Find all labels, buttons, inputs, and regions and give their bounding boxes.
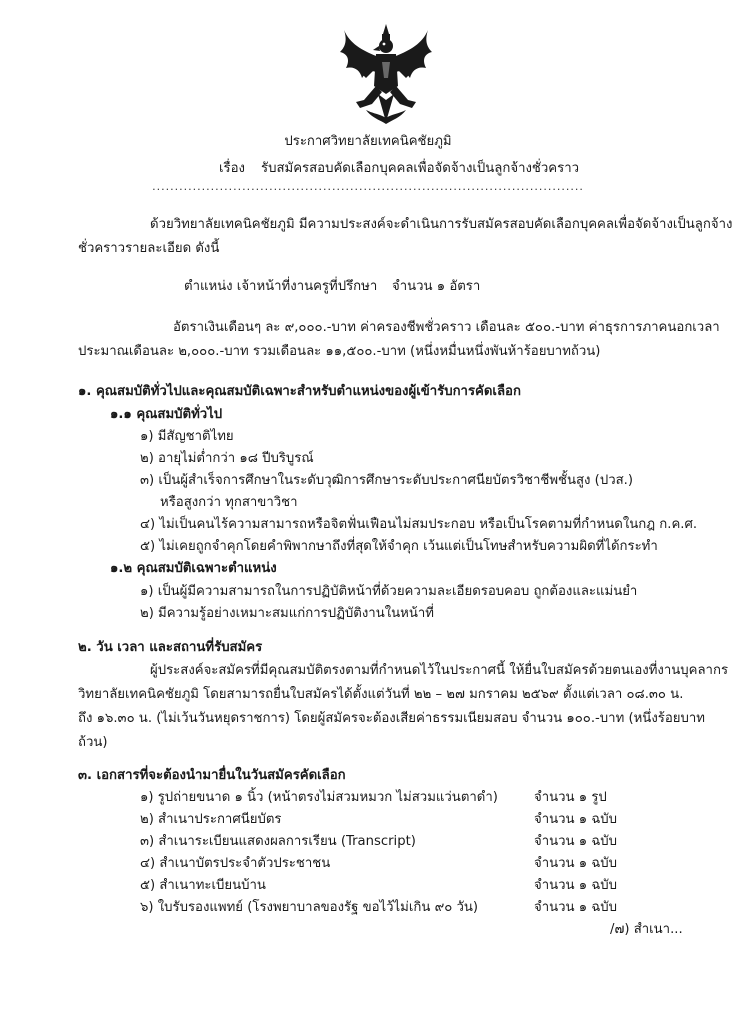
document-item-qty: จำนวน ๑ รูป: [534, 790, 607, 805]
document-item-label: ๑) รูปถ่ายขนาด ๑ นิ้ว (หน้าตรงไม่สวมหมวก ไม่สวมแว่นตาดำ): [140, 790, 498, 805]
salary-line-1: อัตราเงินเดือนๆ ละ ๙,๐๐๐.-บาท ค่าครองชีพชั่วคราว เดือนละ ๕๐๐.-บาท ค่าธุรการภาคนอกเวลา: [173, 320, 720, 335]
intro-line-2: ชั่วคราวรายละเอียด ดังนี้: [78, 241, 220, 256]
garuda-emblem-icon: [336, 22, 436, 126]
document-item-label: ๕) สำเนาทะเบียนบ้าน: [140, 878, 266, 893]
intro-line-1: ด้วยวิทยาลัยเทคนิคชัยภูมิ มีความประสงค์จะดำเนินการรับสมัครสอบคัดเลือกบุคคลเพื่อจัดจ้างเป็นลูกจ้าง: [150, 217, 733, 232]
application-line-4: ถ้วน): [78, 735, 108, 750]
salary-line-2: ประมาณเดือนละ ๒,๐๐๐.-บาท รวมเดือนละ ๑๑,๕๐๐.-บาท (หนึ่งหมื่นหนึ่งพันห้าร้อยบาทถ้วน): [78, 344, 601, 359]
specific-qualification-item: ๒) มีความรู้อย่างเหมาะสมแก่การปฏิบัติงานในหน้าที่: [140, 606, 434, 621]
document-item-label: ๓) สำเนาระเบียนแสดงผลการเรียน (Transcript): [140, 834, 416, 849]
qualification-item: ๔) ไม่เป็นคนไร้ความสามารถหรือจิตฟั่นเฟือนไม่สมประกอบ หรือเป็นโรคตามที่กำหนดในกฎ ก.ค.ศ.: [140, 517, 698, 532]
document-item-qty: จำนวน ๑ ฉบับ: [534, 878, 618, 893]
position-count: จำนวน ๑ อัตรา: [392, 279, 481, 294]
announcement-title: ประกาศวิทยาลัยเทคนิคชัยภูมิ: [284, 134, 452, 149]
application-line-2: วิทยาลัยเทคนิคชัยภูมิ โดยสามารถยื่นใบสมัครได้ตั้งแต่วันที่ ๒๒ – ๒๗ มกราคม ๒๕๖๙ ตั้งแต่เวลา ๐๘.๓๐ น.: [78, 687, 684, 702]
document-item-label: ๒) สำเนาประกาศนียบัตร: [140, 812, 282, 827]
section-1-2-title: ๑.๒ คุณสมบัติเฉพาะตำแหน่ง: [110, 561, 277, 576]
qualification-item: ๑) มีสัญชาติไทย: [140, 429, 234, 444]
document-item-qty: จำนวน ๑ ฉบับ: [534, 856, 618, 871]
specific-qualification-item: ๑) เป็นผู้มีความสามารถในการปฏิบัติหน้าที่ด้วยความละเอียดรอบคอบ ถูกต้องและแม่นยำ: [140, 584, 638, 599]
application-line-1: ผู้ประสงค์จะสมัครที่มีคุณสมบัติตรงตามที่กำหนดไว้ในประกาศนี้ ให้ยื่นใบสมัครด้วยตนเองที่งานบุคลากร: [150, 663, 729, 678]
section-2-title: ๒. วัน เวลา และสถานที่รับสมัคร: [78, 640, 263, 655]
position-name: ตำแหน่ง เจ้าหน้าที่งานครูที่ปรึกษา: [184, 279, 378, 294]
section-1-1-title: ๑.๑ คุณสมบัติทั่วไป: [110, 407, 223, 422]
section-3-title: ๓. เอกสารที่จะต้องนำมายื่นในวันสมัครคัดเลือก: [78, 768, 346, 783]
section-1-title: ๑. คุณสมบัติทั่วไปและคุณสมบัติเฉพาะสำหรับตำแหน่งของผู้เข้ารับการคัดเลือก: [78, 384, 521, 399]
qualification-item: ๕) ไม่เคยถูกจำคุกโดยคำพิพากษาถึงที่สุดให้จำคุก เว้นแต่เป็นโทษสำหรับความผิดที่ได้กระทำ: [140, 539, 658, 554]
document-item-label: ๖) ใบรับรองแพทย์ (โรงพยาบาลของรัฐ ขอไว้ไม่เกิน ๙๐ วัน): [140, 900, 479, 915]
document-item-label: ๔) สำเนาบัตรประจำตัวประชาชน: [140, 856, 331, 871]
document-item-qty: จำนวน ๑ ฉบับ: [534, 834, 618, 849]
qualification-item-continuation: หรือสูงกว่า ทุกสาขาวิชา: [160, 495, 298, 510]
subject-label: เรื่อง: [219, 161, 245, 176]
header-divider: ................................................................................................: [152, 180, 584, 193]
qualification-item: ๒) อายุไม่ต่ำกว่า ๑๘ ปีบริบูรณ์: [140, 451, 314, 466]
page-continuation: /๗) สำเนา...: [610, 922, 683, 937]
subject-text: รับสมัครสอบคัดเลือกบุคคลเพื่อจัดจ้างเป็นลูกจ้างชั่วคราว: [261, 161, 580, 176]
document-item-qty: จำนวน ๑ ฉบับ: [534, 812, 618, 827]
application-line-3: ถึง ๑๖.๓๐ น. (ไม่เว้นวันหยุดราชการ) โดยผู้สมัครจะต้องเสียค่าธรรมเนียมสอบ จำนวน ๑๐๐.-บาท (หนึ่งร้อยบาท: [78, 711, 705, 726]
document-item-qty: จำนวน ๑ ฉบับ: [534, 900, 618, 915]
qualification-item: ๓) เป็นผู้สำเร็จการศึกษาในระดับวุฒิการศึกษาระดับประกาศนียบัตรวิชาชีพชั้นสูง (ปวส.): [140, 473, 633, 488]
